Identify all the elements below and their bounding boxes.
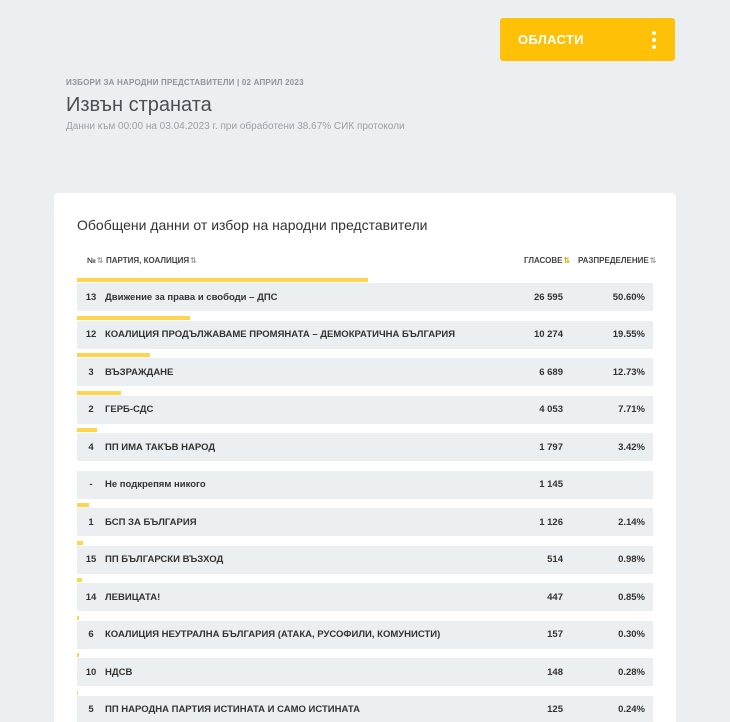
vote-count: 125 bbox=[547, 704, 563, 715]
party-number: 12 bbox=[85, 329, 97, 340]
row-body bbox=[77, 283, 653, 311]
party-number: - bbox=[89, 479, 93, 490]
page-title: Извън страната bbox=[66, 94, 212, 116]
column-header-share[interactable] bbox=[578, 256, 656, 265]
vote-count: 447 bbox=[547, 591, 563, 603]
vote-count: 514 bbox=[547, 554, 563, 565]
vote-share: 0.85% bbox=[618, 591, 645, 603]
share-bar bbox=[77, 653, 79, 657]
row-body bbox=[77, 508, 653, 536]
vote-share: 0.98% bbox=[618, 554, 645, 565]
sort-desc-icon: ⇅ bbox=[563, 256, 571, 265]
party-name: ПП БЪЛГАРСКИ ВЪЗХОД bbox=[105, 554, 224, 565]
party-number: 2 bbox=[88, 404, 94, 415]
table-row[interactable] bbox=[77, 583, 653, 621]
vote-count: 10 274 bbox=[533, 329, 563, 340]
party-number: 15 bbox=[85, 554, 97, 565]
party-number: 10 bbox=[85, 666, 97, 678]
party-number: 1 bbox=[88, 516, 94, 528]
column-header-share-label: РАЗПРЕДЕЛЕНИЕ bbox=[578, 256, 649, 265]
column-header-party[interactable] bbox=[106, 256, 197, 265]
vote-count: 157 bbox=[547, 629, 563, 640]
table-row[interactable] bbox=[77, 658, 653, 696]
regions-button-label: ОБЛАСТИ bbox=[518, 32, 584, 47]
row-body bbox=[77, 583, 653, 611]
vote-count: 1 126 bbox=[539, 516, 563, 528]
table-row[interactable] bbox=[77, 321, 653, 359]
results-card bbox=[54, 193, 676, 722]
row-body bbox=[77, 546, 653, 574]
election-eyebrow: ИЗБОРИ ЗА НАРОДНИ ПРЕДСТАВИТЕЛИ | 02 АПРИЛ 2023 bbox=[66, 78, 304, 87]
vote-share: 0.28% bbox=[618, 666, 645, 678]
share-bar bbox=[77, 391, 121, 395]
vote-count: 1 797 bbox=[539, 441, 563, 453]
row-body bbox=[77, 396, 653, 424]
row-body bbox=[77, 658, 653, 686]
vote-count: 148 bbox=[547, 666, 563, 678]
row-body bbox=[77, 621, 653, 649]
vote-count: 26 595 bbox=[533, 291, 563, 303]
table-row[interactable] bbox=[77, 696, 653, 722]
vote-share: 50.60% bbox=[612, 291, 645, 303]
table-row[interactable] bbox=[77, 546, 653, 584]
table-row[interactable] bbox=[77, 433, 653, 471]
table-row[interactable] bbox=[77, 508, 653, 546]
share-bar bbox=[77, 541, 83, 545]
party-name: ГЕРБ-СДС bbox=[105, 404, 154, 415]
share-bar bbox=[77, 691, 78, 695]
row-body bbox=[77, 321, 653, 349]
share-bar bbox=[77, 503, 89, 507]
party-name: ПП ИМА ТАКЪВ НАРОД bbox=[105, 441, 216, 453]
data-status-subtitle: Данни към 00:00 на 03.04.2023 г. при обработени 38.67% СИК протоколи bbox=[66, 121, 405, 132]
table-row[interactable] bbox=[77, 621, 653, 659]
table-row[interactable] bbox=[77, 358, 653, 396]
party-number: 5 bbox=[88, 704, 94, 715]
page-header bbox=[66, 78, 405, 132]
vote-share: 0.30% bbox=[618, 629, 645, 640]
party-name: НДСВ bbox=[105, 666, 133, 678]
party-number: 4 bbox=[88, 441, 94, 453]
party-number: 3 bbox=[88, 366, 94, 378]
party-number: 6 bbox=[88, 629, 94, 640]
vote-share: 19.55% bbox=[612, 329, 645, 340]
party-name: КОАЛИЦИЯ ПРОДЪЛЖАВАМЕ ПРОМЯНАТА – ДЕМОКРАТИЧНА БЪЛГАРИЯ bbox=[105, 329, 456, 340]
table-row[interactable] bbox=[77, 396, 653, 434]
share-bar bbox=[77, 616, 79, 620]
column-header-party-label: ПАРТИЯ, КОАЛИЦИЯ bbox=[106, 256, 190, 265]
share-bar bbox=[77, 578, 82, 582]
vote-count: 4 053 bbox=[539, 404, 563, 415]
party-name: КОАЛИЦИЯ НЕУТРАЛНА БЪЛГАРИЯ (АТАКА, РУСОФИЛИ, КОМУНИСТИ) bbox=[105, 629, 441, 640]
vote-share: 2.14% bbox=[618, 516, 645, 528]
sort-icon: ⇅ bbox=[190, 256, 197, 265]
share-bar bbox=[77, 353, 150, 357]
row-body bbox=[77, 696, 653, 722]
vote-share: 0.24% bbox=[618, 704, 645, 715]
party-name: ЛЕВИЦАТА! bbox=[105, 591, 161, 603]
vote-count: 1 145 bbox=[539, 479, 563, 490]
vote-share: 12.73% bbox=[612, 366, 645, 378]
table-row[interactable] bbox=[77, 471, 653, 509]
share-bar bbox=[77, 278, 368, 282]
row-body bbox=[77, 358, 653, 386]
sort-icon: ⇅ bbox=[96, 256, 104, 265]
vote-share: 3.42% bbox=[618, 441, 645, 453]
row-body bbox=[77, 433, 653, 461]
more-vertical-icon bbox=[651, 31, 657, 49]
regions-menu-button[interactable] bbox=[500, 18, 675, 61]
party-name: ВЪЗРАЖДАНЕ bbox=[105, 366, 174, 378]
party-name: ПП НАРОДНА ПАРТИЯ ИСТИНАТА И САМО ИСТИНАТА bbox=[105, 704, 360, 715]
party-number: 13 bbox=[85, 291, 97, 303]
column-header-num-label: № bbox=[87, 256, 96, 265]
column-header-votes[interactable] bbox=[524, 256, 570, 265]
share-bar bbox=[77, 428, 97, 432]
results-table bbox=[77, 283, 653, 722]
card-title: Обобщени данни от избор на народни представители bbox=[77, 217, 428, 233]
column-header-num[interactable] bbox=[87, 256, 104, 265]
column-header-votes-label: ГЛАСОВЕ bbox=[524, 256, 563, 265]
party-number: 14 bbox=[85, 591, 97, 603]
party-name: БСП ЗА БЪЛГАРИЯ bbox=[105, 516, 197, 528]
party-name: Движение за права и свободи – ДПС bbox=[105, 291, 278, 303]
row-body bbox=[77, 471, 653, 499]
share-bar bbox=[77, 316, 190, 320]
vote-share: 7.71% bbox=[618, 404, 645, 415]
sort-icon: ⇅ bbox=[649, 256, 657, 265]
vote-count: 6 689 bbox=[539, 366, 563, 378]
party-name: Не подкрепям никого bbox=[105, 479, 206, 490]
